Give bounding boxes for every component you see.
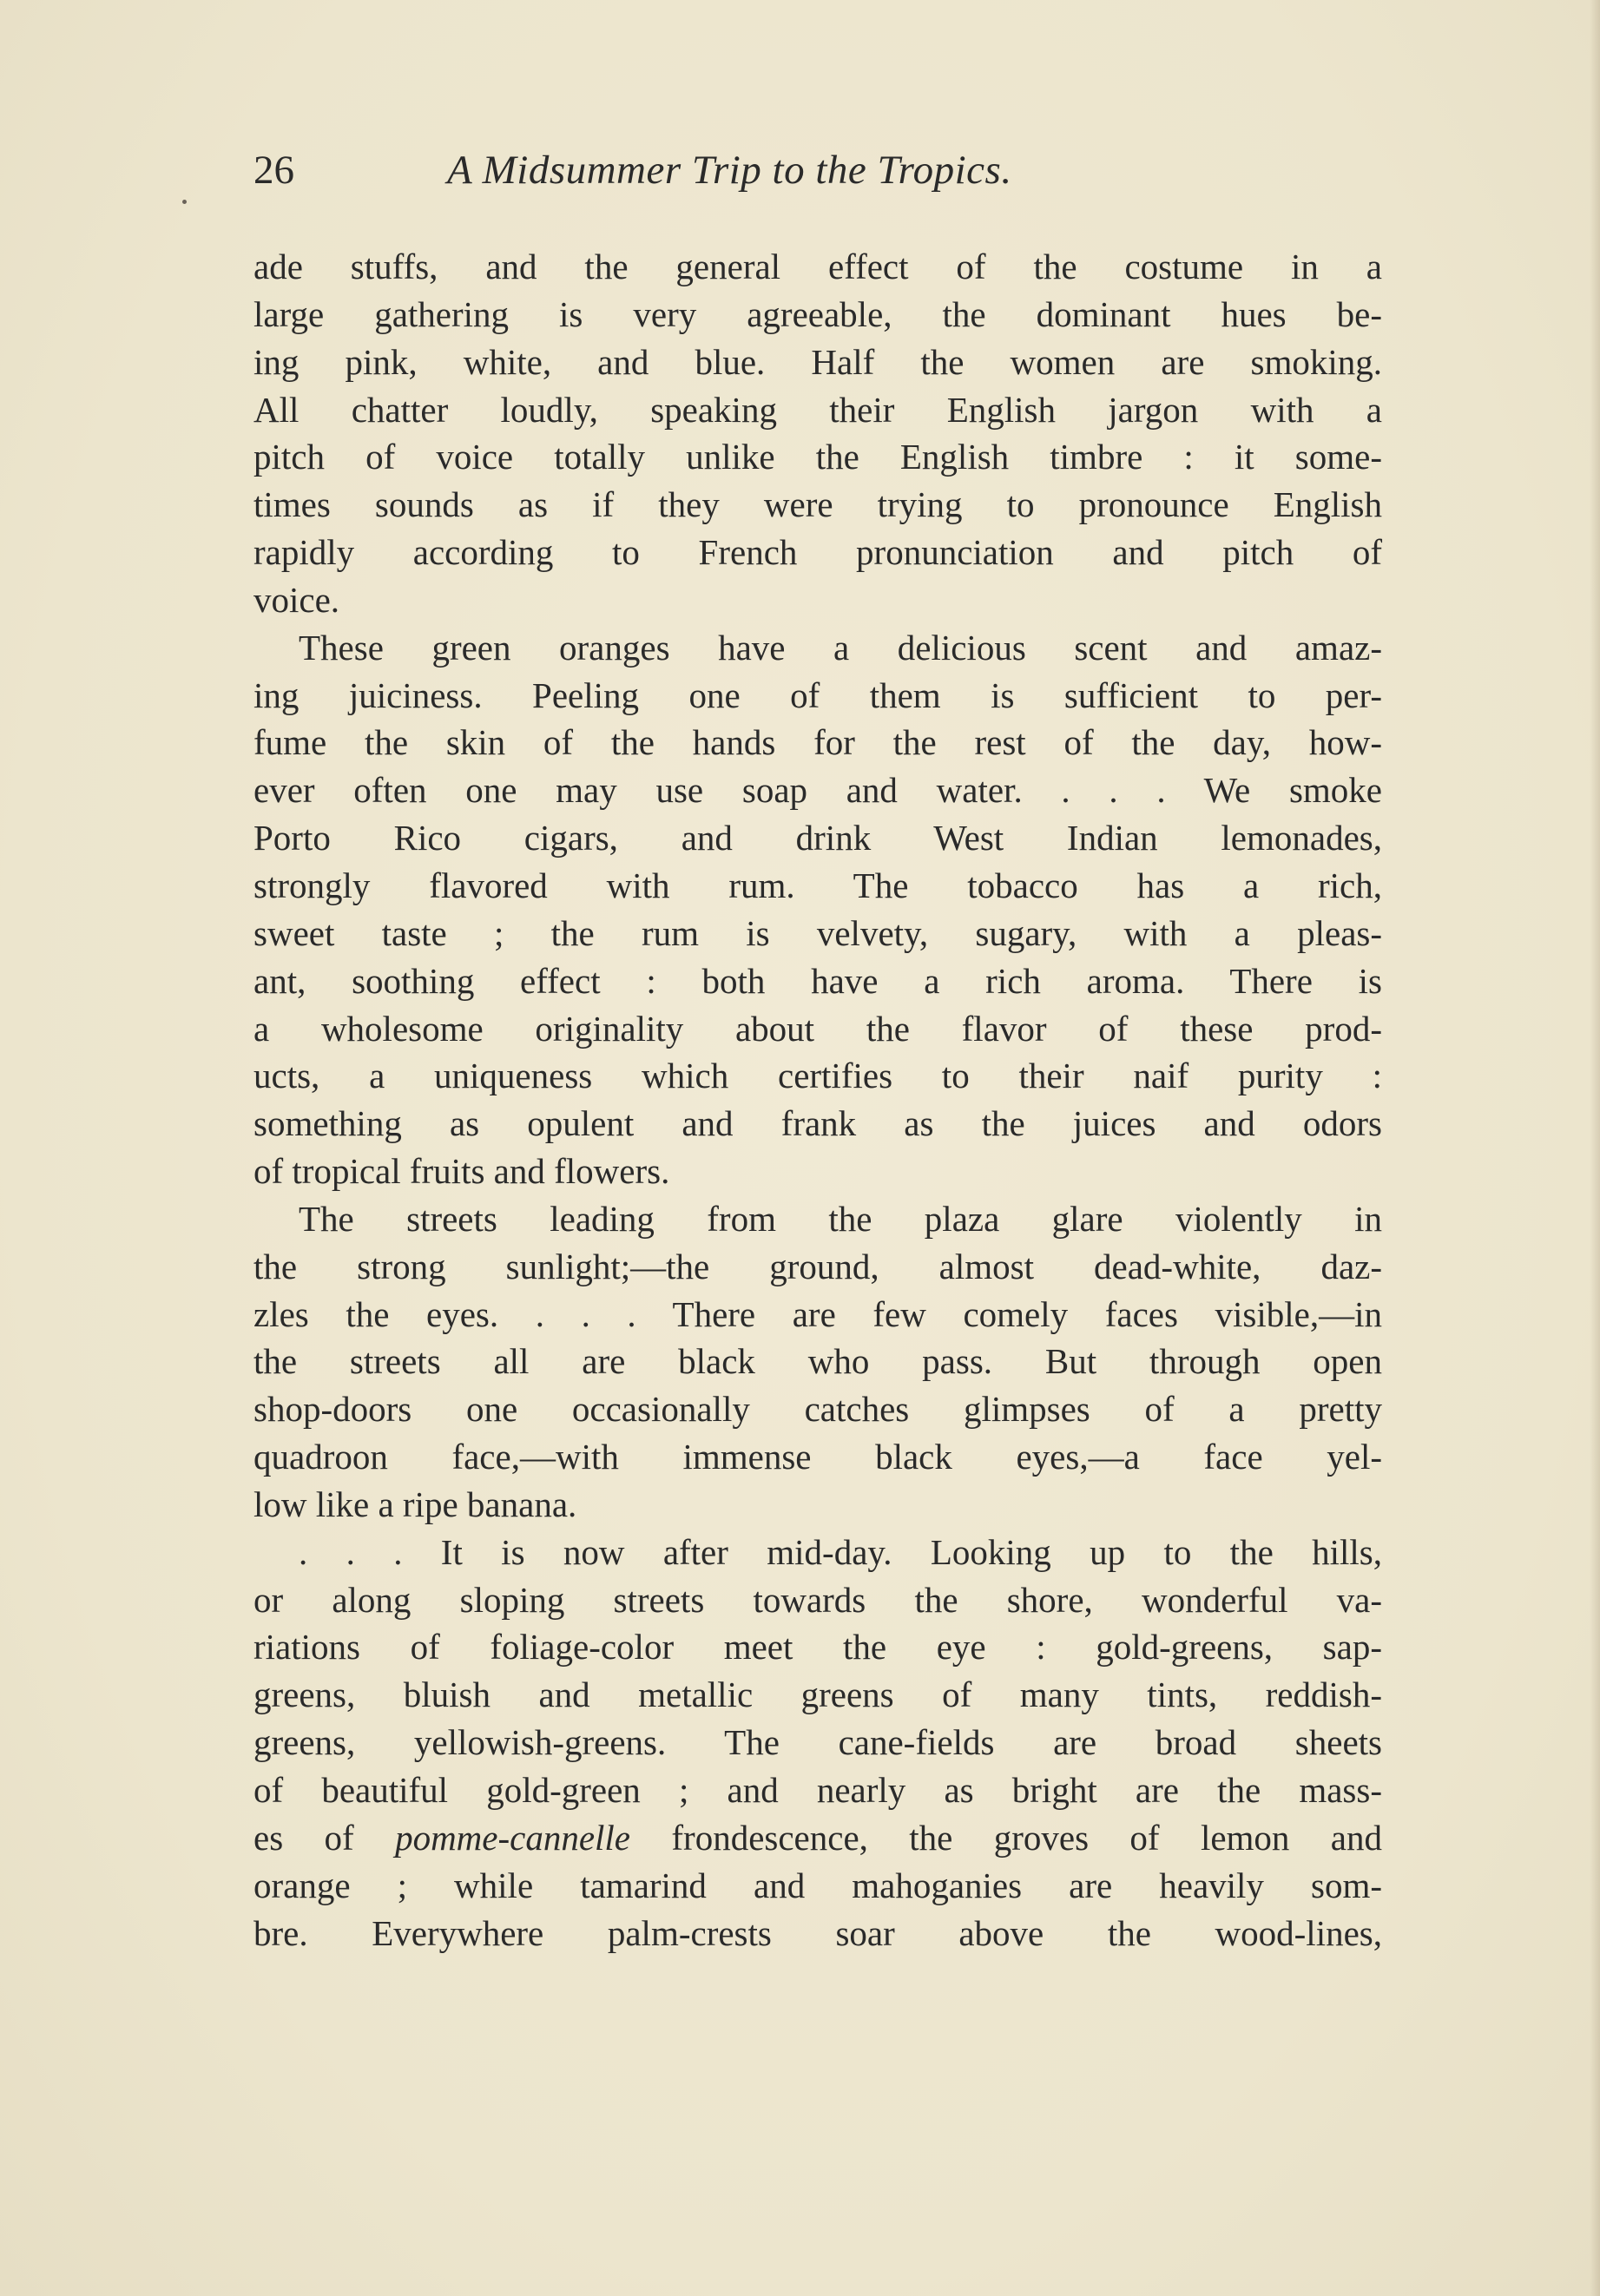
paragraph-last-line: of tropical fruits and flowers. bbox=[253, 1151, 670, 1192]
paragraph-last-line: low like a ripe banana. bbox=[253, 1484, 577, 1524]
text-line: the streets all are black who pass. But through open bbox=[253, 1341, 1382, 1382]
text-line: times sounds as if they were trying to pronounce English bbox=[253, 484, 1382, 525]
text-line: ing juiciness. Peeling one of them is sufficient to per- bbox=[253, 674, 1382, 715]
line-text-after: frondescence, the groves of lemon and bbox=[630, 1817, 1382, 1858]
text-line: something as opulent and frank as the juices and odors bbox=[253, 1103, 1382, 1144]
paragraph-first-line: These green oranges have a delicious scent and amaz- bbox=[299, 627, 1382, 668]
text-line: zles the eyes. . . . There are few comely faces visible,—in bbox=[253, 1293, 1382, 1334]
text-line: ing pink, white, and blue. Half the women are smoking. bbox=[253, 341, 1382, 382]
text-line: shop-doors one occasionally catches glimpses of a pretty bbox=[253, 1389, 1382, 1430]
text-line: or along sloping streets towards the shore, wonderful va- bbox=[253, 1579, 1382, 1620]
text-line: ucts, a uniqueness which certifies to their naif purity : bbox=[253, 1056, 1382, 1096]
text-line: sweet taste ; the rum is velvety, sugary, with a pleas- bbox=[253, 912, 1382, 953]
text-line: riations of foliage-color meet the eye : gold-greens, sap- bbox=[253, 1627, 1382, 1668]
page-edge-shadow bbox=[1590, 0, 1600, 2296]
text-line: orange ; while tamarind and mahoganies are heavily som- bbox=[253, 1865, 1382, 1905]
text-line: fume the skin of the hands for the rest of the day, how- bbox=[253, 722, 1382, 763]
text-line: the strong sunlight;—the ground, almost dead-white, daz- bbox=[253, 1246, 1382, 1286]
ink-speck bbox=[182, 200, 187, 204]
text-line: large gathering is very agreeable, the dominant hues be- bbox=[253, 293, 1382, 334]
page-number: 26 bbox=[253, 148, 294, 193]
text-line: strongly flavored with rum. The tobacco has a rich, bbox=[253, 865, 1382, 905]
text-line: ade stuffs, and the general effect of the costume in a bbox=[253, 247, 1382, 286]
text-line: bre. Everywhere palm-crests soar above the wood-lines, bbox=[253, 1912, 1382, 1953]
text-line: Porto Rico cigars, and drink West Indian lemonades, bbox=[253, 818, 1382, 859]
italic-term: pomme-cannelle bbox=[395, 1817, 631, 1858]
text-line: greens, bluish and metallic greens of many tints, reddish- bbox=[253, 1674, 1382, 1715]
paragraph-first-line: The streets leading from the plaza glare violently in bbox=[299, 1198, 1382, 1239]
text-line: All chatter loudly, speaking their English jargon with a bbox=[253, 389, 1382, 430]
text-line: quadroon face,—with immense black eyes,—a face yel- bbox=[253, 1437, 1382, 1477]
text-line: ant, soothing effect : both have a rich aroma. There is bbox=[253, 960, 1382, 1001]
body-text bbox=[253, 243, 1382, 1957]
page-header bbox=[253, 139, 1382, 201]
text-line: rapidly according to French pronunciation and pitch of bbox=[253, 532, 1382, 573]
text-line: ever often one may use soap and water. . . . We smoke bbox=[253, 770, 1382, 811]
text-line: a wholesome originality about the flavor of these prod- bbox=[253, 1008, 1382, 1049]
text-line: of beautiful gold-green ; and nearly as bright are the mass- bbox=[253, 1770, 1382, 1810]
paragraph-first-line: . . . It is now after mid-day. Looking up to the hills, bbox=[299, 1531, 1382, 1572]
paragraph-last-line: voice. bbox=[253, 579, 340, 620]
text-line: greens, yellowish-greens. The cane-fields are broad sheets bbox=[253, 1722, 1382, 1763]
text-line-with-italic bbox=[253, 1814, 1382, 1862]
text-line: pitch of voice totally unlike the English timbre : it some- bbox=[253, 437, 1382, 477]
running-title: A Midsummer Trip to the Tropics. bbox=[447, 148, 1012, 193]
line-text-before: es of bbox=[253, 1817, 396, 1858]
